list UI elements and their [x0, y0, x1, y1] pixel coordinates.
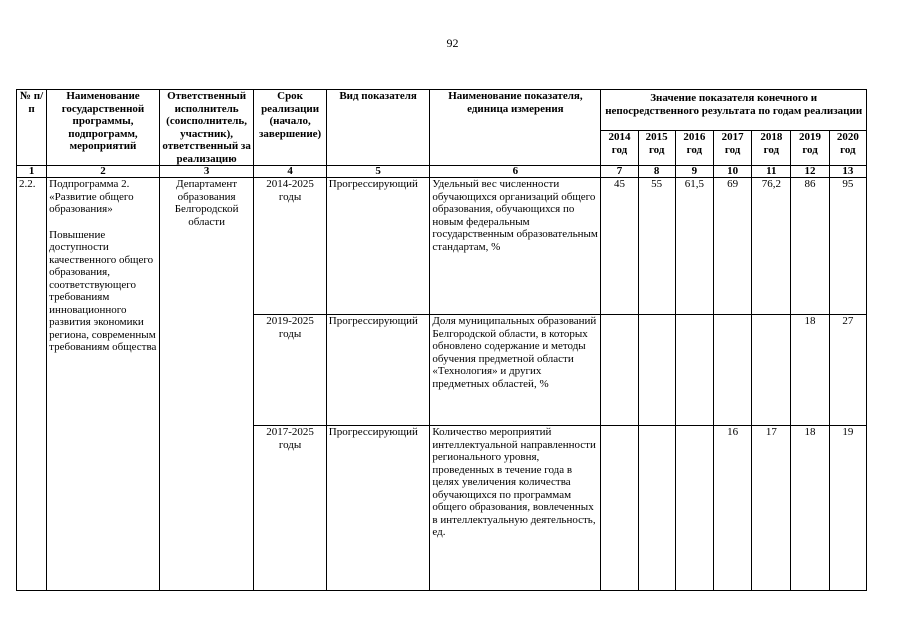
header-year: 2019 год [791, 131, 829, 166]
value-cell: 16 [714, 426, 752, 591]
indicator-name-cell: Количество мероприятий интеллектуальной направленности регионального уровня, проведенных в течение года в целях увеличения количества обучающихся по программам общего образования, вовлеченных в интеллектуальную деятельность, ед. [430, 426, 601, 591]
value-cell: 27 [829, 315, 866, 426]
indicators-table [16, 89, 867, 591]
table-row [17, 178, 867, 315]
column-number: 3 [159, 166, 254, 178]
column-number: 1 [17, 166, 47, 178]
column-number: 8 [638, 166, 675, 178]
header-year: 2016 год [675, 131, 713, 166]
value-cell [752, 315, 791, 426]
value-cell [601, 315, 638, 426]
indicator-name-cell: Доля муниципальных образований Белгородской области, в которых обновлено содержание и методы обучения предметной области «Технология» и других предметных областей, % [430, 315, 601, 426]
value-cell: 45 [601, 178, 638, 315]
header-indicator: Наименование показателя, единица измерения [430, 90, 601, 166]
value-cell: 69 [714, 178, 752, 315]
column-number: 4 [254, 166, 326, 178]
header-name: Наименование государственной программы, подпрограмм, мероприятий [47, 90, 160, 166]
responsible-executor: Департамент образования Белгородской области [159, 178, 254, 591]
value-cell: 17 [752, 426, 791, 591]
indicator-type-cell: Прогрессирующий [326, 178, 430, 315]
section-name-cell [47, 178, 160, 591]
value-cell [675, 315, 713, 426]
header-values-group: Значение показателя конечного и непосредственного результата по годам реализации [601, 90, 867, 131]
column-number: 9 [675, 166, 713, 178]
header-type: Вид показателя [326, 90, 430, 166]
header-year: 2020 год [829, 131, 866, 166]
column-number: 12 [791, 166, 829, 178]
value-cell: 55 [638, 178, 675, 315]
value-cell: 86 [791, 178, 829, 315]
indicator-type-cell: Прогрессирующий [326, 426, 430, 591]
column-number: 7 [601, 166, 638, 178]
column-number: 5 [326, 166, 430, 178]
column-number: 2 [47, 166, 160, 178]
header-year: 2017 год [714, 131, 752, 166]
section-number: 2.2. [17, 178, 47, 591]
header-row [17, 90, 867, 131]
value-cell [675, 426, 713, 591]
value-cell [601, 426, 638, 591]
task-description: Повышение доступности качественного общего образования, соответствующего требованиям инновационного развития экономики региона, современным требованиям общества [49, 228, 157, 353]
value-cell [638, 426, 675, 591]
header-period: Срок реализации (начало, завершение) [254, 90, 326, 166]
header-year: 2018 год [752, 131, 791, 166]
value-cell [714, 315, 752, 426]
period-cell: 2014-2025 годы [254, 178, 326, 315]
subprogram-name: Подпрограмма 2. «Развитие общего образования» [49, 178, 134, 215]
value-cell: 76,2 [752, 178, 791, 315]
value-cell: 18 [791, 315, 829, 426]
page-number: 92 [446, 36, 459, 50]
header-year: 2014 год [601, 131, 638, 166]
header-responsible: Ответственный исполнитель (соисполнитель, участник), ответственный за реализацию [159, 90, 254, 166]
value-cell: 19 [829, 426, 866, 591]
period-cell: 2017-2025 годы [254, 426, 326, 591]
column-number: 6 [430, 166, 601, 178]
column-numbers-row [17, 166, 867, 178]
column-number: 13 [829, 166, 866, 178]
header-n: № п/п [17, 90, 47, 166]
indicator-type-cell: Прогрессирующий [326, 315, 430, 426]
indicator-name-cell: Удельный вес численности обучающихся организаций общего образования, обучающихся по новым федеральным государственным образовательным стандартам, % [430, 178, 601, 315]
column-number: 11 [752, 166, 791, 178]
value-cell [638, 315, 675, 426]
period-cell: 2019-2025 годы [254, 315, 326, 426]
value-cell: 61,5 [675, 178, 713, 315]
header-year: 2015 год [638, 131, 675, 166]
value-cell: 18 [791, 426, 829, 591]
column-number: 10 [714, 166, 752, 178]
value-cell: 95 [829, 178, 866, 315]
